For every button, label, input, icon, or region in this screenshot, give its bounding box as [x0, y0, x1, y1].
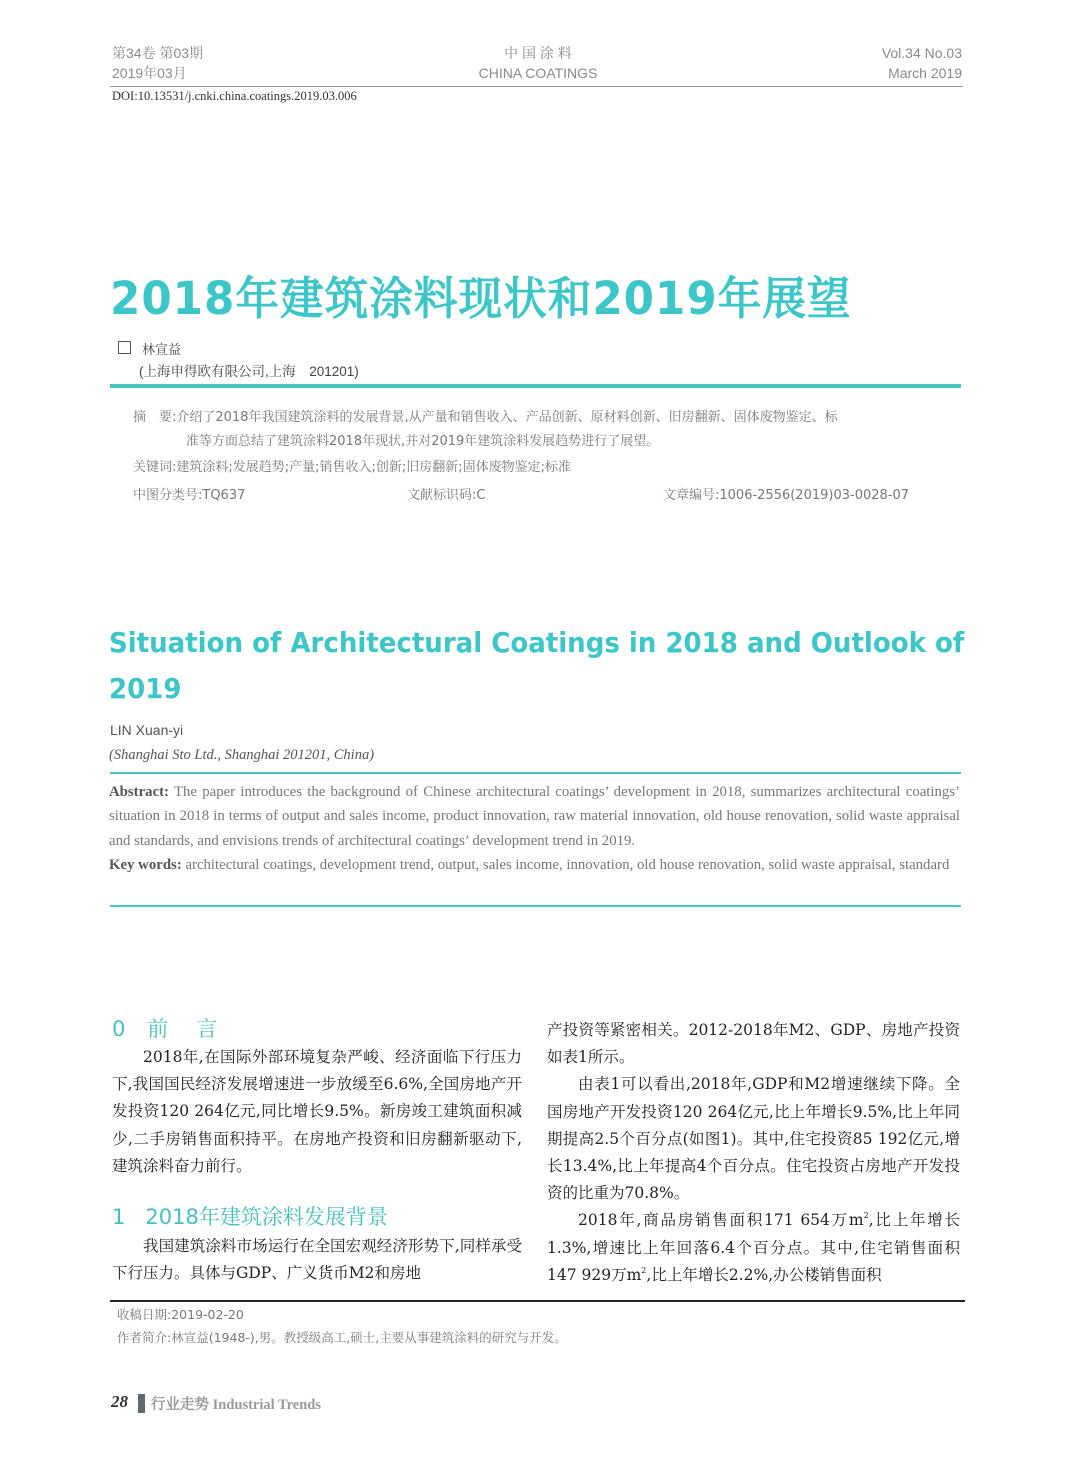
author-cn: 林宣益: [142, 343, 182, 358]
abstract-cn-line2: 准等方面总结了建筑涂料2018年现状,并对2019年建筑涂料发展趋势进行了展望。: [186, 434, 660, 449]
text-run: ,比上年增长1.3%,增速比上年回落6.4个百分点。其中,住宅销售面积147 929万m: [547, 1211, 960, 1284]
section-title-char: 前: [147, 1017, 169, 1041]
footer-bar-icon: [138, 1394, 145, 1413]
superscript: 2: [863, 1211, 869, 1221]
affiliation-cn: (上海申得欧有限公司,上海 201201): [139, 364, 359, 379]
keywords-text: architectural coatings, development trend, output, sales income, innovation, old house renovation, solid waste appraisal, standard: [181, 857, 950, 874]
keywords-en: [109, 853, 960, 877]
page-number: 28: [111, 1392, 128, 1411]
volume-issue-en: Vol.34 No.03: [881, 45, 962, 61]
paragraph: 由表1可以看出,2018年,GDP和M2增速继续下降。全国房地产开发投资120 264亿元,比上年增长9.5%,比上年同期提高2.5个百分点(如图1)。其中,住宅投资85 192亿元,增长13.4%,比上年提高4个百分点。住宅投资占房地产开发投资的比重为70.8%。: [547, 1075, 960, 1203]
section-heading-1: [112, 1201, 388, 1231]
abstract-cn-line1: 摘 要:介绍了2018年我国建筑涂料的发展背景,从产量和销售收入、产品创新、原材料创新、旧房翻新、固体废物鉴定、标: [133, 410, 838, 425]
paragraph: 我国建筑涂料市场运行在全国宏观经济形势下,同样承受下行压力。具体与GDP、广义货币M2和房地: [112, 1237, 522, 1283]
article-number: 文章编号:1006-2556(2019)03-0028-07: [663, 488, 910, 503]
date-cn: 2019年03月: [112, 65, 187, 81]
abstract-label: Abstract:: [109, 784, 169, 800]
doi: DOI:10.13531/j.cnki.china.coatings.2019.03.006: [112, 89, 357, 103]
running-header-center: [438, 43, 638, 83]
section-heading-0: [112, 1013, 217, 1043]
journal-name-en: CHINA COATINGS: [478, 65, 598, 81]
section-1-body-left: [112, 1233, 522, 1287]
running-header-right: [882, 43, 962, 83]
abstract-bottom-divider: [110, 905, 961, 907]
footnote-divider: [110, 1300, 965, 1302]
section-title-char: 言: [196, 1017, 218, 1041]
section-0-body: [112, 1044, 522, 1180]
keywords-cn: 关键词:建筑涂料;发展趋势;产量;销售收入;创新;旧房翻新;固体废物鉴定;标准: [133, 460, 572, 475]
title-divider: [110, 384, 961, 388]
title-en-line2: 2019: [109, 672, 182, 705]
classification-number: 中图分类号:TQ637: [133, 488, 246, 503]
abstract-text: The paper introduces the background of Chinese architectural coatings’ development in 2018, summarizes architectural coatings’ situation in 2018 in terms of output and sales income, product innovation, raw material innovation, old house renovation, solid waste appraisal and standards, and envisions trends of architectural coatings’ development trend in 2019.: [109, 784, 960, 849]
text-run: ,比上年增长2.2%,办公楼销售面积: [646, 1265, 882, 1284]
title-en: [109, 620, 965, 712]
date-en: March 2019: [888, 65, 962, 81]
abstract-top-divider: [110, 772, 961, 774]
title-en-line1: Situation of Architectural Coatings in 2018 and Outlook of: [109, 626, 965, 659]
paragraph: [547, 1207, 960, 1289]
section-title: 2018年建筑涂料发展背景: [145, 1205, 388, 1229]
superscript: 2: [641, 1265, 647, 1275]
section-number: 0: [112, 1017, 126, 1041]
received-date: 收稿日期:2019-02-20: [117, 1307, 244, 1322]
right-column: [547, 1017, 960, 1289]
paragraph: 产投资等紧密相关。2012-2018年M2、GDP、房地产投资如表1所示。: [547, 1021, 960, 1067]
paragraph: 2018年,在国际外部环境复杂严峻、经济面临下行压力下,我国国民经济发展增速进一步放缓至6.6%,全国房地产开发投资120 264亿元,同比增长9.5%。新房竣工建筑面积减少,二手房销售面积持平。在房地产投资和旧房翻新驱动下,建筑涂料奋力前行。: [112, 1048, 522, 1175]
abstract-en-body: [109, 780, 960, 853]
header-divider: [110, 86, 963, 87]
text-run: 2018年,商品房销售面积171 654万m: [578, 1211, 864, 1230]
affiliation-en: (Shanghai Sto Ltd., Shanghai 201201, China): [109, 747, 375, 763]
title-cn: 2018年建筑涂料现状和2019年展望: [110, 272, 852, 325]
author-en: LIN Xuan-yi: [110, 722, 184, 738]
document-code: 文献标识码:C: [407, 488, 486, 503]
author-bio: 作者简介:林宣益(1948-),男。教授级高工,硕士,主要从事建筑涂料的研究与开发。: [117, 1330, 567, 1345]
keywords-label: Key words:: [109, 857, 182, 874]
volume-issue-cn: 第34卷 第03期: [112, 45, 204, 61]
author-marker-icon: [118, 341, 131, 354]
running-header-left: [112, 43, 203, 83]
journal-name-cn: 中 国 涂 料: [504, 45, 572, 61]
section-number: 1: [112, 1205, 126, 1229]
section-label: 行业走势 Industrial Trends: [151, 1397, 322, 1413]
abstract-en: [109, 780, 960, 878]
